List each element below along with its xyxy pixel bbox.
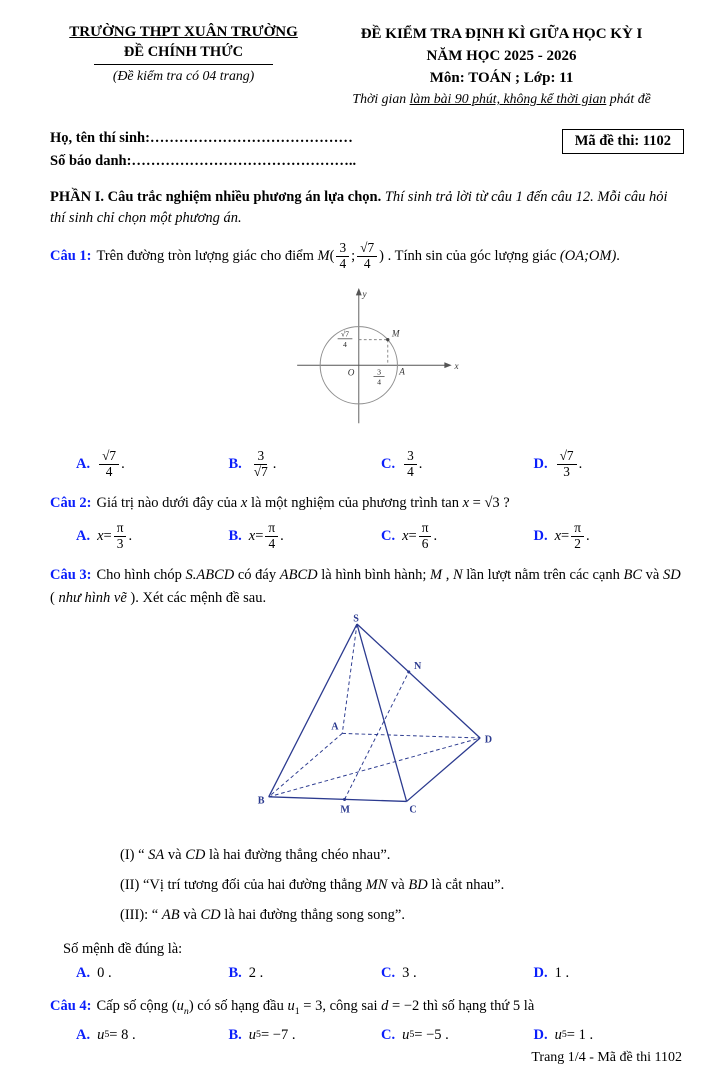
unit-circle-svg [262,276,474,437]
official-label: ĐỀ CHÍNH THỨC [94,43,273,65]
question-1: Câu 1: Trên đường tròn lượng giác cho điểm M( $\frac{3}{4}$ ; $\frac{√7}{4}$ ) . Tính sin của góc lượng giác (OA;OM). [50,240,620,272]
question-1-label: Câu 1: [50,247,92,264]
question-3-label: Câu 3: [50,567,92,584]
part1-heading [50,187,686,229]
answer-option-d: D. 1 . [533,965,570,982]
var-SD: SD [662,567,681,584]
x-tick-den: 4 [377,377,381,387]
answer-option-c: C. $\frac{3}{4}$ . [381,448,423,480]
vertex-D-label: D [484,734,493,746]
var-ABCD: ABCD [279,567,318,584]
answer-option-a: A. u 5 = 8 . [76,1027,136,1044]
duration-post: phát đề [606,91,651,107]
question-4-label: Câu 4: [50,998,92,1015]
answer-option-c: C. u 5 = −5 . [381,1027,449,1044]
student-name-line: Họ, tên thí sinh:…………………………………… [50,130,353,147]
question-1-text: Trên đường tròn lượng giác cho điểm [96,247,318,264]
statement-1: (I) “ SA và CD là hai đường thẳng chéo nhau”. [120,847,391,864]
y-tick-num: √7 [340,329,350,339]
y-axis-label: y [362,289,367,300]
point-N-label: N [413,661,422,673]
angle-notation: (OA;OM) [559,247,617,264]
vertex-S-label: S [353,613,359,625]
subject-line: Môn: TOÁN ; Lớp: 11 [429,69,574,86]
answer-option-c: C. x = $\frac{\pi}{6}$ . [381,520,438,552]
answer-option-a: A. 0 . [76,965,112,982]
var-MN: M , N [429,567,463,584]
var-d: d [381,998,389,1015]
statement-2: (II) “Vị trí tương đối của hai đường thẳng MN và BD là cắt nhau”. [120,877,505,894]
answer-option-c: C. 3 . [381,965,417,982]
answer-option-a: A. x = $\frac{\pi}{3}$ . [76,520,133,552]
duration-line [317,91,686,107]
var-u: u [176,998,184,1015]
question-3-answers [76,964,686,983]
question-2-label: Câu 2: [50,494,92,511]
duration-pre: Thời gian [352,91,410,107]
exam-header [50,24,686,107]
exam-title: ĐỀ KIỂM TRA ĐỊNH KÌ GIỮA HỌC KỲ I [360,26,643,42]
vertex-C-label: C [409,804,417,816]
fraction: $\frac{3}{4}$ [336,241,349,272]
point-M-label: M [340,804,350,816]
pages-note: (Đề kiểm tra có 04 trang) [112,68,255,83]
header-right [317,24,686,107]
fraction: $\frac{√7}{4}$ [357,241,377,272]
exam-code-box: Mã đề thi: 1102 [562,129,684,154]
vertex-B-label: B [257,795,265,807]
student-lines [50,127,356,172]
part1-heading-italic: Thí sinh trả lời từ câu 1 đến câu 12. Mỗi câu hỏi thí sinh chỉ chọn một phương án. [50,189,668,227]
unit-circle-figure [50,276,686,442]
x-axis-label: x [454,361,459,372]
var-x: x [240,494,248,511]
footer-page-info: Trang 1/4 - Mã đề thi 1102 [531,1050,682,1066]
part1-heading-bold: PHẦN I. Câu trắc nghiệm nhiều phương án lựa chọn. [50,189,382,206]
pyramid-figure [50,613,686,834]
answer-option-a: A. $\frac{√7}{4}$ . [76,448,125,480]
question-3: Câu 3: Cho hình chóp S.ABCD có đáy ABCD là hình bình hành; M , N lần lượt nằm trên các cạnh BC và SD ( như hình vẽ ). Xét các mệnh đề sau. [50,567,681,606]
statement-3: (III): “ AB và CD là hai đường thẳng song song”. [120,907,405,924]
question-4-answers [76,1026,686,1045]
school-year: NĂM HỌC 2025 - 2026 [426,47,577,64]
x-tick-num: 3 [377,367,381,377]
y-tick-den: 4 [343,339,347,349]
official-label-wrap [50,43,317,65]
answer-option-d: D. u 5 = 1 . [533,1027,594,1044]
point-M-label: M [391,328,400,339]
answer-option-d: D. x = $\frac{\pi}{2}$ . [533,520,590,552]
question-2: Câu 2: Giá trị nào dưới đây của x là một nghiệm của phương trình tan x = √3 ? [50,494,510,511]
school-name: TRƯỜNG THPT XUÂN TRƯỜNG [69,24,298,40]
question-4: Câu 4: Cấp số cộng $(u_n)$ có số hạng đầu $u_1 = 3$, công sai d = −2 thì số hạng thứ 5 là [50,998,535,1017]
answer-option-b: B. u 5 = −7 . [228,1027,296,1044]
answer-option-b: B. 2 . [228,965,264,982]
question-2-answers [76,521,686,552]
student-info [50,127,686,172]
question-3-count-line: Số mệnh đề đúng là: [63,941,183,958]
student-id-line: Số báo danh:……………………………………….. [50,152,357,169]
var-BC: BC [623,567,642,584]
header-left [50,24,317,107]
var-SABCD: S.ABCD [185,567,235,584]
question-3-statements [120,847,686,937]
figure-reference: như hình vẽ [58,589,127,606]
vertex-A-label: A [331,721,339,733]
answer-option-b: B. x = $\frac{\pi}{4}$ . [228,520,284,552]
answer-option-d: D. $\frac{√7}{3}$ . [533,448,583,480]
question-1-answers [76,449,686,480]
answer-option-b: B. $\frac{3}{√7}$ . [228,448,277,480]
duration-underlined: làm bài 90 phút, không kể thời gian [409,91,607,107]
point-A-label: A [399,366,405,377]
var-M: M [317,247,330,264]
origin-label: O [347,367,355,378]
pyramid-svg [239,613,497,829]
